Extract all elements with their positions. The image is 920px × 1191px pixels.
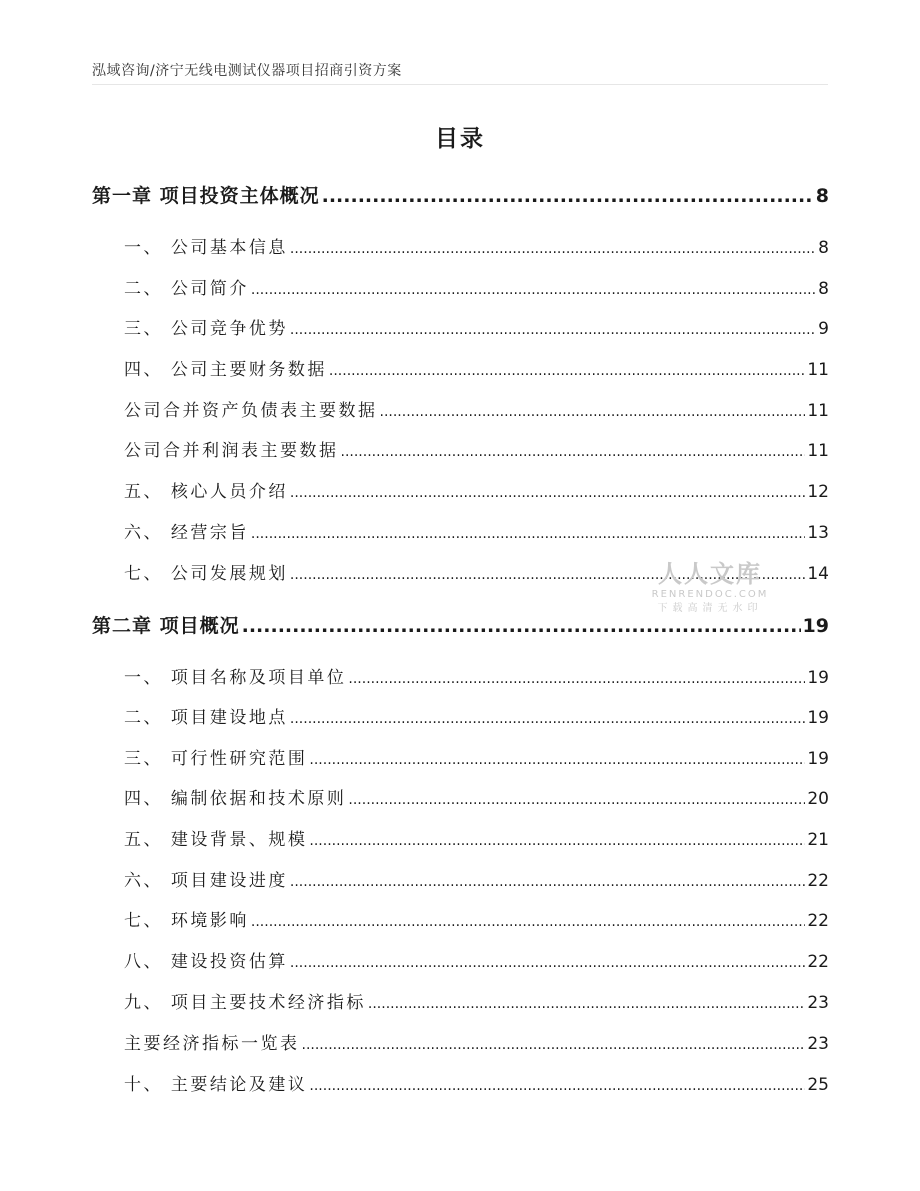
toc-entry[interactable] [124, 357, 829, 383]
toc-entry-page: 13 [807, 523, 829, 543]
toc-entry-label: 公司合并利润表主要数据 [124, 441, 339, 461]
toc-entry-page: 25 [807, 1075, 829, 1095]
toc-leader-dots [290, 317, 816, 343]
toc-entry-label: 公司合并资产负债表主要数据 [124, 401, 378, 421]
toc-leader-dots [290, 706, 805, 732]
toc-entry-label: 七、 环境影响 [124, 911, 249, 931]
toc-leader-dots [290, 950, 805, 976]
toc-leader-dots [368, 991, 805, 1017]
toc-entry-page: 22 [807, 952, 829, 972]
toc-entry[interactable] [124, 827, 829, 853]
toc-entry-label: 五、 核心人员介绍 [124, 482, 288, 502]
toc-title: 目录 [435, 126, 485, 152]
watermark-url: RENRENDOC.COM [651, 589, 769, 600]
toc-entry-page: 23 [807, 1034, 829, 1054]
toc-leader-dots [251, 909, 805, 935]
toc-entry-chapter-1[interactable] [92, 182, 829, 210]
toc-entry-page: 19 [807, 708, 829, 728]
toc-entry[interactable] [124, 746, 829, 772]
toc-entry[interactable] [124, 786, 829, 812]
toc-entry-label: 主要经济指标一览表 [124, 1034, 300, 1054]
toc-entry[interactable] [124, 908, 829, 934]
toc-leader-dots [251, 521, 805, 547]
watermark [648, 562, 772, 614]
toc-entry-page: 12 [807, 482, 829, 502]
toc-leader-dots [329, 358, 805, 384]
toc-entry-label: 六、 经营宗旨 [124, 523, 249, 543]
toc-leader-dots [290, 869, 805, 895]
toc-entry-label: 六、 项目建设进度 [124, 871, 288, 891]
toc-entry[interactable] [124, 520, 829, 546]
toc-entry-page: 22 [807, 911, 829, 931]
toc-entry-chapter-2[interactable] [92, 612, 829, 640]
toc-leader-dots [348, 787, 805, 813]
toc-entry[interactable] [124, 438, 829, 464]
toc-entry-page: 8 [815, 185, 829, 207]
toc-entry-page: 11 [807, 360, 829, 380]
toc-entry-label: 九、 项目主要技术经济指标 [124, 993, 366, 1013]
toc-entry-page: 19 [802, 615, 829, 637]
toc-entry[interactable] [124, 479, 829, 505]
toc-entry-page: 8 [818, 238, 829, 258]
watermark-title: 人人文库 [658, 560, 762, 588]
toc-entry[interactable] [124, 990, 829, 1016]
toc-entry-label: 一、 项目名称及项目单位 [124, 668, 347, 688]
toc-entry-label: 二、 公司简介 [124, 279, 249, 299]
watermark-subtitle: 下载高清无水印 [657, 603, 763, 614]
toc-entry-page: 8 [818, 279, 829, 299]
toc-entry-label: 第一章 项目投资主体概况 [92, 185, 320, 207]
toc-entry[interactable] [124, 1031, 829, 1057]
toc-entry-page: 20 [807, 789, 829, 809]
toc-entry-label: 四、 公司主要财务数据 [124, 360, 327, 380]
toc-entry-page: 21 [807, 830, 829, 850]
toc-entry[interactable] [124, 235, 829, 261]
toc-leader-dots [290, 480, 805, 506]
toc-entry-page: 22 [807, 871, 829, 891]
toc-entry-label: 五、 建设背景、规模 [124, 830, 308, 850]
toc-leader-dots [341, 439, 806, 465]
toc-leader-dots [302, 1032, 806, 1058]
toc-entry-page: 14 [807, 564, 829, 584]
running-header: 泓域咨询/济宁无线电测试仪器项目招商引资方案 [92, 63, 402, 79]
toc-entry[interactable] [124, 316, 829, 342]
toc-entry-page: 23 [807, 993, 829, 1013]
toc-entry-label: 七、 公司发展规划 [124, 564, 288, 584]
toc-leader-dots [380, 399, 806, 425]
toc-leader-dots [290, 236, 816, 262]
toc-entry[interactable] [124, 276, 829, 302]
toc-entry[interactable] [124, 949, 829, 975]
toc-entry-label: 二、 项目建设地点 [124, 708, 288, 728]
toc-leader-dots [251, 277, 816, 303]
toc-leader-dots [242, 612, 801, 640]
toc-leader-dots [309, 828, 805, 854]
toc-entry-label: 八、 建设投资估算 [124, 952, 288, 972]
toc-leader-dots [309, 747, 805, 773]
toc-entry-label: 第二章 项目概况 [92, 615, 240, 637]
toc-entry-page: 9 [818, 319, 829, 339]
toc-entry-label: 三、 公司竞争优势 [124, 319, 288, 339]
toc-entry[interactable] [124, 868, 829, 894]
toc-leader-dots [309, 1073, 805, 1099]
toc-entry[interactable] [124, 705, 829, 731]
toc-entry-label: 十、 主要结论及建议 [124, 1075, 308, 1095]
toc-leader-dots [322, 182, 814, 210]
toc-leader-dots [348, 666, 805, 692]
toc-entry[interactable] [124, 665, 829, 691]
toc-entry-label: 四、 编制依据和技术原则 [124, 789, 347, 809]
header-divider [92, 84, 828, 85]
toc-entry-page: 19 [807, 749, 829, 769]
toc-entry-page: 11 [807, 401, 829, 421]
toc-entry-label: 一、 公司基本信息 [124, 238, 288, 258]
toc-entry-label: 三、 可行性研究范围 [124, 749, 308, 769]
toc-entry[interactable] [124, 1072, 829, 1098]
toc-entry[interactable] [124, 398, 829, 424]
toc-entry-page: 19 [807, 668, 829, 688]
toc-entry-page: 11 [807, 441, 829, 461]
